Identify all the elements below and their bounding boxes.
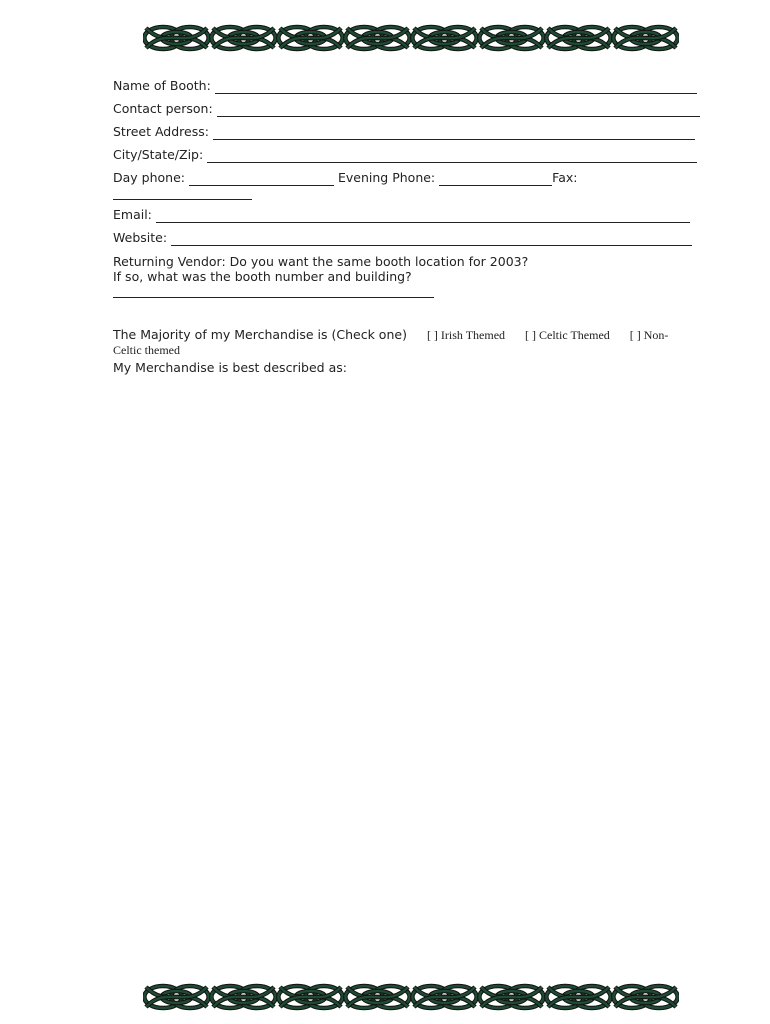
city-state-zip-field[interactable] <box>207 148 697 163</box>
email-row <box>113 207 690 223</box>
celtic-knot-border-bottom <box>143 982 679 1012</box>
fax-label: Fax: <box>552 170 578 185</box>
fax-field[interactable] <box>113 185 252 200</box>
booth-name-field[interactable] <box>215 79 697 94</box>
website-label: Website: <box>113 230 168 245</box>
booth-number-field[interactable] <box>113 283 434 298</box>
celtic-knot-icon <box>345 986 409 1008</box>
celtic-knot-icon <box>479 27 543 49</box>
celtic-knot-icon <box>613 986 677 1008</box>
celtic-knot-icon <box>412 27 476 49</box>
website-field[interactable] <box>171 231 692 246</box>
option-non-celtic-themed-a[interactable]: [ ] Non- <box>629 328 669 342</box>
celtic-knot-icon <box>479 986 543 1008</box>
street-address-field[interactable] <box>213 125 695 140</box>
contact-person-label: Contact person: <box>113 101 213 116</box>
day-phone-label: Day phone: <box>113 170 185 185</box>
celtic-knot-icon <box>144 986 208 1008</box>
contact-person-row <box>113 101 700 117</box>
merchandise-majority-label: The Majority of my Merchandise is (Check one) <box>113 327 407 342</box>
celtic-knot-icon <box>546 986 610 1008</box>
merchandise-majority-row <box>113 327 683 343</box>
merchandise-described-label: My Merchandise is best described as: <box>113 360 347 375</box>
celtic-knot-icon <box>211 27 275 49</box>
celtic-knot-icon <box>412 986 476 1008</box>
city-state-zip-row <box>113 147 697 163</box>
celtic-knot-icon <box>278 986 342 1008</box>
celtic-knot-icon <box>144 27 208 49</box>
celtic-knot-icon <box>613 27 677 49</box>
email-label: Email: <box>113 207 152 222</box>
email-field[interactable] <box>156 208 690 223</box>
phone-row <box>113 170 577 186</box>
returning-vendor-line1: Returning Vendor: Do you want the same booth location for 2003? <box>113 254 529 269</box>
option-celtic-themed[interactable]: [ ] Celtic Themed <box>525 328 610 342</box>
booth-name-row <box>113 78 697 94</box>
celtic-knot-icon <box>278 27 342 49</box>
option-irish-themed[interactable]: [ ] Irish Themed <box>426 328 506 342</box>
celtic-knot-border-top <box>143 23 679 53</box>
returning-vendor-question <box>113 254 528 284</box>
street-address-row <box>113 124 695 140</box>
day-phone-field[interactable] <box>189 171 334 186</box>
returning-vendor-line2: If so, what was the booth number and building? <box>113 269 412 284</box>
celtic-knot-icon <box>345 27 409 49</box>
celtic-knot-icon <box>546 27 610 49</box>
website-row <box>113 230 692 246</box>
evening-phone-label: Evening Phone: <box>338 170 436 185</box>
city-state-zip-label: City/State/Zip: <box>113 147 204 162</box>
contact-person-field[interactable] <box>217 102 700 117</box>
street-address-label: Street Address: <box>113 124 209 139</box>
booth-name-label: Name of Booth: <box>113 78 211 93</box>
option-non-celtic-themed-b[interactable]: Celtic themed <box>113 343 180 357</box>
celtic-knot-icon <box>211 986 275 1008</box>
evening-phone-field[interactable] <box>439 171 552 186</box>
